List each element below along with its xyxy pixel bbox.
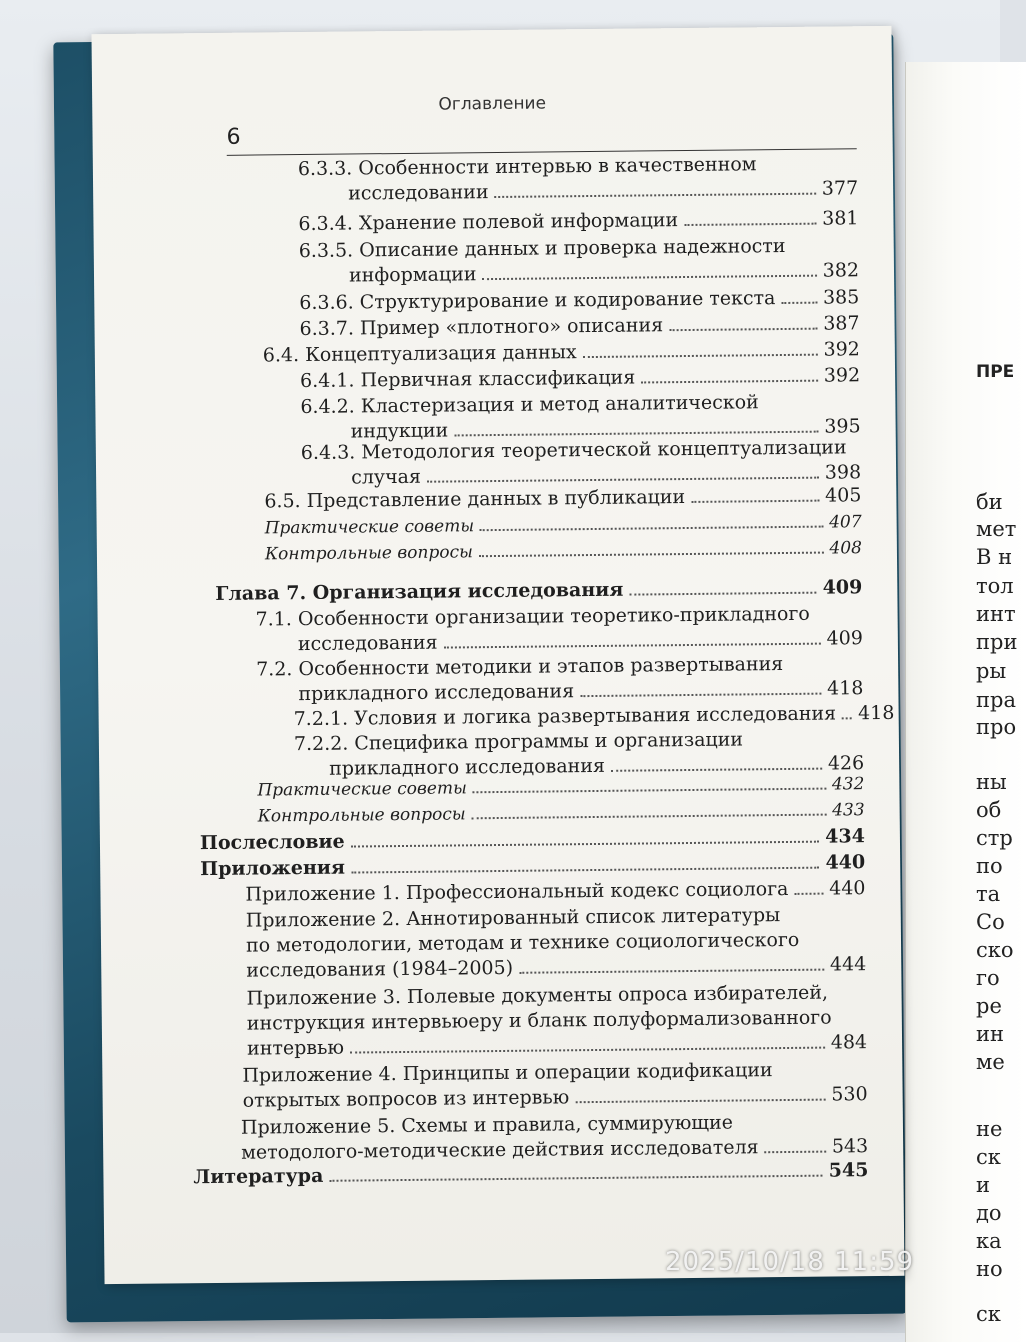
facing-page-text-fragment: по	[976, 854, 1003, 878]
facing-page-text-fragment: ны	[976, 770, 1007, 794]
toc-entry-line: 6.4.3. Методология теоретической концептуализации	[300, 436, 847, 465]
toc-entry-title: информации	[348, 263, 477, 287]
facing-page-text-fragment: ск	[976, 1145, 1001, 1169]
toc-entry-title: методолого-методические действия исследователя	[241, 1136, 759, 1164]
toc-entry-title: прикладного исследования	[298, 680, 575, 706]
toc-entry-title: Приложения	[200, 856, 346, 881]
toc-entry	[349, 257, 859, 288]
facing-page	[905, 62, 1026, 1342]
facing-page-text-fragment: и	[976, 1173, 990, 1197]
toc-page-number: 405	[824, 484, 862, 507]
dot-leader	[427, 477, 819, 483]
facing-page-text-fragment: ре	[976, 994, 1002, 1018]
page-number: 6	[226, 124, 241, 150]
toc-entry-line: 6.4.2. Кластеризация и метод аналитической	[300, 391, 759, 419]
toc-entry-line: 6.3.3. Особенности интервью в качественном	[297, 153, 757, 181]
toc-page-number: 385	[822, 286, 860, 309]
dot-leader	[329, 1175, 822, 1182]
facing-page-text-fragment: при	[976, 630, 1018, 654]
toc-entry-title: 7.2.1. Условия и логика развертывания исследования	[293, 702, 837, 731]
toc-entry-title: Послесловие	[199, 830, 345, 855]
toc-page-number: 530	[831, 1083, 868, 1106]
facing-page-text-fragment: Со	[976, 910, 1005, 934]
dot-leader	[444, 643, 821, 649]
dot-leader	[684, 223, 816, 226]
toc-entry-title: 6.3.6. Структурирование и кодирование текста	[299, 287, 776, 315]
toc-entry-line: 7.2. Особенности методики и этапов развертывания	[256, 653, 784, 681]
toc-page-number: 392	[823, 364, 861, 387]
toc-entry	[300, 362, 860, 394]
toc-entry-title: 6.3.4. Хранение полевой информации	[298, 209, 679, 236]
toc-entry-title: открытых вопросов из интервью	[242, 1086, 570, 1112]
toc-entry	[246, 951, 866, 983]
toc-page-number: 408	[829, 538, 863, 559]
facing-page-text-fragment: не	[976, 1117, 1003, 1141]
running-header: Оглавление	[438, 93, 547, 115]
toc-page-number: 484	[830, 1031, 868, 1054]
toc-page-number: 426	[827, 752, 865, 775]
dot-leader	[473, 788, 826, 794]
photo-timestamp: 2025/10/18 11:59	[665, 1247, 915, 1277]
toc-page-number: 377	[821, 177, 859, 200]
toc-entry-title: исследования	[297, 631, 438, 656]
toc-entry-line: по методологии, методам и технике социологического	[245, 928, 800, 957]
toc-entry	[348, 175, 858, 206]
toc-entry	[247, 1029, 867, 1061]
dot-leader	[479, 552, 824, 558]
toc-entry-title: 6.4.1. Первичная классификация	[300, 366, 636, 393]
dot-leader	[351, 867, 820, 874]
toc-page-number: 433	[832, 800, 865, 821]
toc-entry-title: прикладного исследования	[329, 754, 606, 780]
dot-leader	[495, 193, 816, 198]
toc-entry-title: исследования (1984–2005)	[246, 956, 514, 982]
toc-page-number: 407	[829, 512, 862, 533]
facing-page-text-fragment: про	[976, 715, 1017, 739]
toc-entry-title: Глава 7. Организация исследования	[215, 578, 624, 605]
dot-leader	[794, 893, 823, 895]
facing-page-text-fragment: об	[976, 798, 1002, 822]
dot-leader	[669, 328, 817, 332]
toc-page-number: 440	[825, 851, 866, 874]
facing-page-text-fragment: мет	[976, 517, 1017, 541]
dot-leader	[483, 275, 817, 281]
facing-page-text-fragment: та	[976, 882, 1001, 906]
toc-entry-line: Приложение 2. Аннотированный список литературы	[245, 904, 781, 932]
toc-entry-title: Практические советы	[257, 778, 467, 801]
toc-entry-title: случая	[351, 465, 422, 489]
toc-entry-title: Контрольные вопросы	[257, 804, 466, 827]
toc-entry-line: инструкция интервьюеру и бланк полуформализованного	[246, 1006, 832, 1035]
facing-page-text-fragment: ин	[976, 1022, 1004, 1046]
toc-page-number: 440	[829, 877, 866, 900]
toc-page-number: 382	[822, 259, 860, 282]
facing-page-text-fragment: ме	[976, 1050, 1005, 1074]
toc-entry-title: 6.5. Представление данных в публикации	[264, 486, 686, 513]
facing-page-text-fragment: ры	[976, 659, 1007, 683]
toc-entry-title: исследовании	[348, 181, 489, 205]
toc-page-number: 444	[829, 953, 867, 976]
toc-entry-line: Приложение 5. Схемы и правила, суммирующие	[240, 1111, 734, 1139]
toc-entry-title: Контрольные вопросы	[264, 542, 474, 565]
toc-page-number: 543	[831, 1135, 869, 1158]
dot-leader	[629, 592, 816, 596]
dot-leader	[519, 969, 824, 974]
toc-entry-line: Приложение 4. Принципы и операции кодификации	[242, 1059, 773, 1087]
toc-page-number: 434	[825, 825, 866, 848]
toc-entry-title: 6.3.7. Пример «плотного» описания	[299, 314, 664, 341]
dot-leader	[480, 526, 823, 532]
toc-entry	[243, 1081, 868, 1114]
toc-page-number: 381	[822, 207, 859, 230]
facing-page-text-fragment: инт	[976, 602, 1016, 626]
toc-page-number: 432	[831, 774, 865, 795]
toc-page	[91, 26, 904, 1284]
toc-page-number: 409	[822, 576, 863, 599]
toc-entry-title: Литература	[193, 1164, 324, 1189]
facing-page-text-fragment: пра	[976, 688, 1016, 712]
facing-page-text-fragment: го	[976, 966, 1000, 990]
toc-page-number: 418	[857, 701, 895, 725]
dot-leader	[781, 302, 817, 304]
toc-entry-line: Приложение 3. Полевые документы опроса избирателей,	[246, 981, 829, 1010]
toc-page-number: 387	[823, 312, 860, 335]
toc-page-number: 409	[826, 627, 863, 650]
dot-leader	[583, 354, 818, 358]
toc-entry-line: 7.2.2. Специфика программы и организации	[293, 728, 744, 756]
toc-page-number: 398	[824, 461, 862, 484]
dot-leader	[350, 1047, 825, 1054]
facing-page-text-fragment: стр	[976, 826, 1013, 850]
facing-page-text-fragment: В н	[976, 545, 1013, 569]
facing-page-text-fragment: до	[976, 1201, 1002, 1225]
dot-leader	[351, 841, 820, 848]
toc-entry-title: интервью	[246, 1036, 345, 1060]
toc-entry	[265, 535, 862, 567]
dot-leader	[575, 1099, 825, 1104]
facing-page-text-fragment: ка	[976, 1229, 1002, 1253]
facing-page-heading: ПРЕ	[976, 362, 1015, 382]
facing-page-text-fragment: ск	[976, 1302, 1001, 1326]
facing-page-text-fragment: ско	[976, 938, 1014, 962]
toc-entry-title: 6.4. Концептуализация данных	[262, 341, 577, 367]
toc-entry-title: Практические советы	[264, 516, 475, 539]
facing-page-text-fragment: но	[976, 1257, 1003, 1281]
toc-page-number: 418	[826, 677, 864, 700]
dot-leader	[765, 1151, 826, 1154]
dot-leader	[580, 693, 821, 698]
dot-leader	[691, 500, 819, 503]
toc-page-number: 395	[824, 415, 861, 438]
facing-page-text-fragment: тол	[976, 574, 1014, 598]
facing-page-text-fragment: би	[976, 490, 1003, 514]
dot-leader	[472, 814, 827, 820]
toc-entry-line: 7.1. Особенности организации теоретико-прикладного	[255, 602, 810, 631]
toc-entry-title: Приложение 1. Профессиональный кодекс социолога	[245, 877, 789, 906]
toc-page-number: 392	[823, 338, 860, 361]
toc-entry-title: индукции	[350, 419, 449, 443]
toc-entry-line: 6.3.5. Описание данных и проверка надежности	[298, 234, 786, 263]
dot-leader	[842, 717, 852, 719]
dot-leader	[641, 380, 818, 384]
toc-page-number: 545	[828, 1159, 869, 1182]
